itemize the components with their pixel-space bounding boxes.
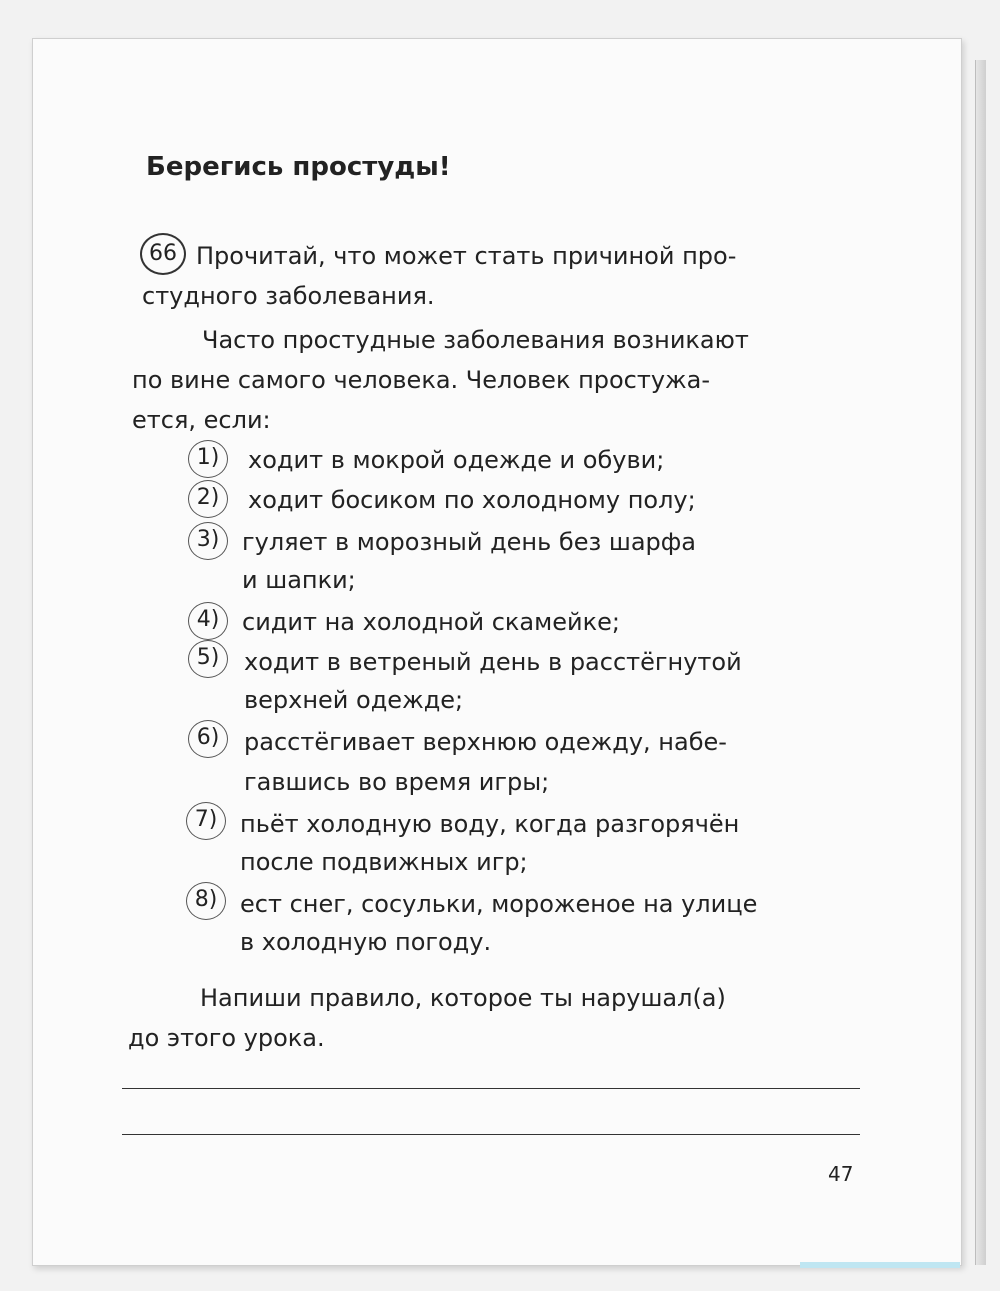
- write-task-line-1: Напиши правило, которое ты нарушал(а): [200, 984, 726, 1012]
- item-number-8: 8): [186, 882, 226, 920]
- intro-line-1: Часто простудные заболевания возникают: [202, 326, 749, 354]
- list-item-8-line-1: ест снег, сосульки, мороженое на улице: [240, 890, 758, 918]
- list-item-5-line-2: верхней одежде;: [244, 686, 464, 714]
- item-number-5: 5): [188, 640, 228, 678]
- list-item-1: ходит в мокрой одежде и обуви;: [248, 446, 665, 474]
- intro-line-2: по вине самого человека. Человек простужа-: [132, 366, 711, 394]
- task-number-badge: 66: [140, 233, 186, 275]
- section-title: Берегись простуды!: [146, 152, 451, 182]
- list-item-2: ходит босиком по холодному полу;: [248, 486, 696, 514]
- item-number-4: 4): [188, 602, 228, 640]
- list-item-3-line-2: и шапки;: [242, 566, 356, 594]
- list-item-5-line-1: ходит в ветреный день в расстёгнутой: [244, 648, 742, 676]
- list-item-3-line-1: гуляет в морозный день без шарфа: [242, 528, 696, 556]
- list-item-4: сидит на холодной скамейке;: [242, 608, 620, 636]
- intro-line-3: ется, если:: [132, 406, 271, 434]
- item-number-3: 3): [188, 522, 228, 560]
- answer-line-2[interactable]: [122, 1134, 860, 1135]
- answer-line-1[interactable]: [122, 1088, 860, 1089]
- write-task-line-2: до этого урока.: [128, 1024, 325, 1052]
- task-text-line-2: студного заболевания.: [142, 282, 435, 310]
- task-text-line-1: Прочитай, что может стать причиной про-: [196, 242, 737, 270]
- page-edge: [975, 60, 986, 1265]
- list-item-6-line-2: гавшись во время игры;: [244, 768, 550, 796]
- list-item-8-line-2: в холодную погоду.: [240, 928, 492, 956]
- item-number-7: 7): [186, 802, 226, 840]
- item-number-6: 6): [188, 720, 228, 758]
- item-number-2: 2): [188, 480, 228, 518]
- item-number-1: 1): [188, 440, 228, 478]
- list-item-7-line-1: пьёт холодную воду, когда разгорячён: [240, 810, 740, 838]
- list-item-6-line-1: расстёгивает верхнюю одежду, набе-: [244, 728, 727, 756]
- page-number: 47: [828, 1162, 854, 1186]
- list-item-7-line-2: после подвижных игр;: [240, 848, 528, 876]
- cover-edge: [800, 1262, 960, 1268]
